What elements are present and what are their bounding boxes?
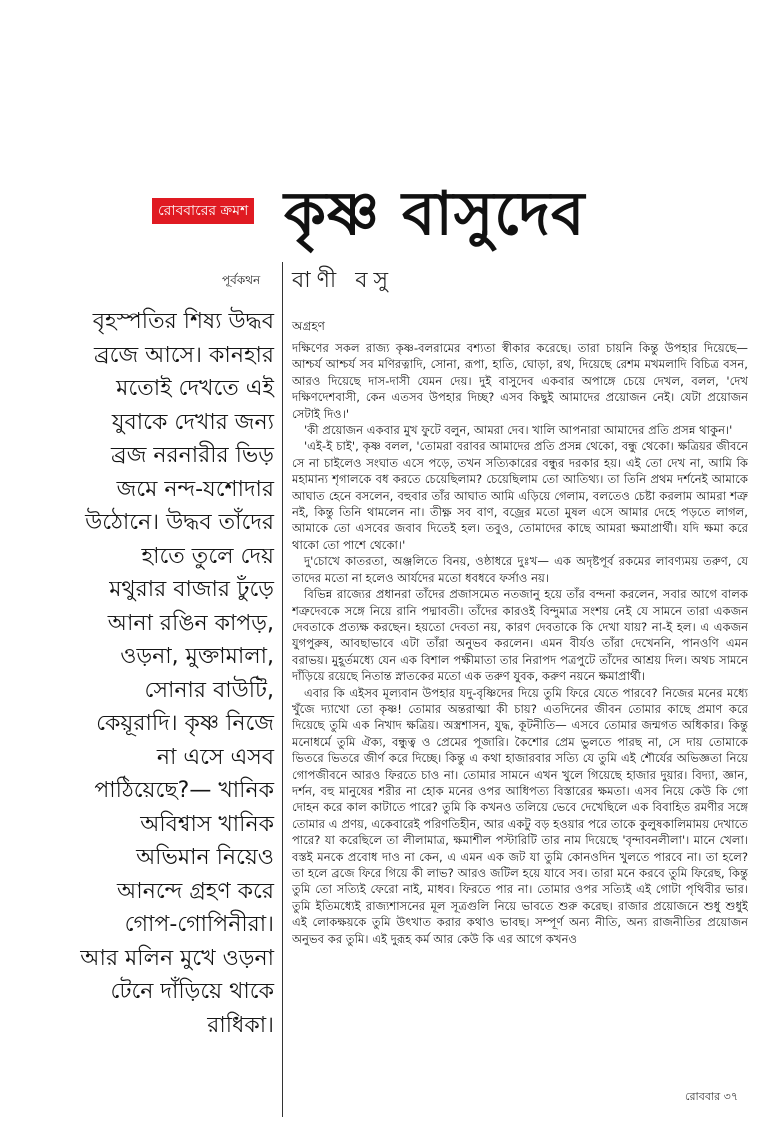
article-title: কৃষ্ণ বাসুদেব: [284, 179, 586, 249]
synopsis-text: বৃহস্পতির শিষ্য উদ্ধব ব্রজে আসে। কানহার মতোই দেখতে এই যুবাকে দেখার জন্য ব্রজ নরনারীর ভিড় জমে নন্দ-যশোদার উঠোনে। উদ্ধব তাঁদের হাতে তুলে দেয় মথুরার বাজার ঢুঁড়ে আনা রঙিন কাপড়, ওড়না, মুক্তামালা, সোনার বাউটি, কেয়ূরাদি। কৃষ্ণ নিজে না এসে এসব পাঠিয়েছে?— খানিক অবিশ্বাস খানিক অভিমান নিয়েও আনন্দে গ্রহণ করে গোপ-গোপিনীরা। আর মলিন মুখে ওড়না টেনে দাঁড়িয়ে থাকে রাধিকা।: [80, 309, 274, 1038]
body-paragraph: 'কী প্রয়োজন একবার মুখ ফুটে বলুন, আমরা দেব। খালি আপনারা আমাদের প্রতি প্রসন্ন থাকুন।': [304, 423, 733, 438]
body-paragraph: দক্ষিণের সকল রাজ্য কৃষ্ণ-বলরামের বশ্যতা স্বীকার করেছে। তারা চায়নি কিন্তু উপহার দিয়েছে— আশ্চর্য আশ্চর্য সব মণিরত্নাদি, সোনা, রূপা, হাতি, ঘোড়া, রথ, দিয়েছে রেশম মখমলাদি বিচিত্র বসন, আরও দিয়েছে দাস-দাসী যেমন দেয়। দুই বাসুদেব একবার অপাঙ্গে চেয়ে দেখল, বলল, 'দেখ দক্ষিণদেশবাসী, কেন এতসব উপহার দিচ্ছ? এসব কিছুই আমাদের প্রয়োজন নেই। যেটা প্রয়োজন সেটাই দিও।': [292, 341, 748, 421]
body-paragraph: দু'চোখে কাতরতা, অঞ্জলিতে বিনয়, ওষ্ঠাধরে দুঃখ— এক অদৃষ্টপূর্ব রকমের লাবণ্যময় তরুণ, যে তাদের মতো না হলেও আর্যদের মতো ধবধবে ফর্সাও নয়।: [292, 554, 748, 585]
article-body: [292, 340, 748, 1060]
section-heading: অগ্রহণ: [292, 319, 325, 333]
synopsis-label: পূর্বকথন: [222, 273, 261, 287]
body-paragraph: এবার কি এইসব মূল্যবান উপহার যদু-বৃষ্ণিদের দিয়ে তুমি ফিরে যেতে পারবে? নিজের মনের মধ্যে খুঁজে দ্যাখো তো কৃষ্ণ! তোমার অন্তরাত্মা কী চায়? এতদিনের জীবন তোমার কাছে প্রমাণ করে দিয়েছে তুমি এক নিখাদ ক্ষত্রিয়। অস্ত্রশাসন, যুদ্ধ, কূটনীতি— এসবে তোমার জন্মগত অধিকার। কিন্তু মনোধর্মে তুমি ঐক্য, বন্ধুত্ব ও প্রেমের পূজারি। কৈশোর প্রেম ভুলতে পারছ না, সে দায় তোমাকে ভিতরে ভিতরে জীর্ণ করে দিচ্ছে। কিন্তু এ কথা হাজারবার সত্যি যে তুমি এই শৌর্যের অভিজ্ঞতা নিয়ে গোপজীবনে আরও ফিরতে চাও না। তোমার সামনে এখন খুলে গিয়েছে হাজার দুয়ার। বিদ্যা, জ্ঞান, দর্শন, বহু মানুষের শরীর না হোক মনের ওপর আধিপত্য বিস্তারের ক্ষমতা। এসব নিয়ে কেউ কি গো দোহন করে কাল কাটাতে পারে? তুমি কি কখনও তলিয়ে ভেবে দেখেছিলে এক বিবাহিত রমণীর সঙ্গে তোমার এ প্রণয়, একেবারেই পরিণতিহীন, আর একটু বড় হওয়ার পরে তাকে কুলুষকালিমাময় দেখাতে পারে? যা করেছিলে তা লীলামাত্র, ক্ষমাশীল পস্টারিটি তার নাম দিয়েছে 'বৃন্দাবনলীলা'। মানে খেলা। বস্তই মনকে প্রবোধ দাও না কেন, এ এমন এক জট যা তুমি কোনওদিন খুলতে পারবে না। তা হলে? তা হলে ব্রজে ফিরে গিয়ে কী লাভ? আরও জটিল হয়ে যাবে সব। তারা মনে করবে তুমি ফিরেছ, কিন্তু তুমি তো সত্যিই ফেরো নাই, মাধব। ফিরতে পার না। তোমার ওপর সত্যিই এই গোটা পৃথিবীর ভার। তুমি ইতিমধ্যেই রাজ্যশাসনের মূল সূত্রগুলি নিয়ে ভাবতে শুরু করেছ। রাজার প্রয়োজনে শুধু শুধুই এই লোকক্ষয়কে তুমি উৎখাত করার কথাও ভাবছ। সম্পূর্ণ অন্য নীতি, অন্য রাজনীতির প্রয়োজন অনুভব কর তুমি। এই দুরূহ কর্ম আর কেউ কি এর আগে কখনও: [292, 685, 748, 946]
body-paragraph: বিভিন্ন রাজ্যের প্রধানরা তাঁদের প্রজাসমেত নতজানু হয়ে তাঁর বন্দনা করলেন, সবার আগে বালক শত্রুদেবকে সঙ্গে নিয়ে রানি পদ্মাবতী। তাঁদের কারওই বিন্দুমাত্র সংশয় নেই যে সামনে তারা একজন দেবতাকে প্রত্যক্ষ করছেন। হয়তো দেবতা নয়, কারণ দেবতাকে কি দেখা যায়? না-ই হল। এ একজন যুগপুরুষ, আবছাভাবে এটা তাঁরা অনুভব করলেন। এমন বীর্যও তাঁরা দেখেননি, পানওণি এমন বরাভয়। মুহূর্তমধ্যে যেন এক বিশাল পক্ষীমাতা তার নিরাপদ পত্রপুটে তাঁদের আশ্রয় দিল। অথচ সামনে দাঁড়িয়ে রয়েছে নিতান্ত স্নাতকের মতো এক তরুণ যুবক, করুণ নয়নে ক্ষমাপ্রার্থী।: [292, 587, 748, 684]
page-folio: রোববার ৩৭: [685, 1090, 738, 1103]
body-paragraph: 'এই-ই চাই', কৃষ্ণ বলল, 'তোমরা বরাবর আমাদের প্রতি প্রসন্ন থেকো, বন্ধু থেকো। ক্ষত্রিয়র জীবনে সে না চাইলেও সংঘাত এসে পড়ে, তখন সত্যিকারের বন্ধুর দরকার হয়। এই তো দেখ না, আমি কি মহামান্য শৃগালকে বধ করতে চেয়েছিলাম? চেয়েছিলাম তো আতিথ্য। তা তিনি প্রথম দর্শনেই আমাকে আঘাত হেনে বসলেন, বহুবার তাঁর আঘাত আমি এড়িয়ে গেলাম, বলতেও চেষ্টা করলাম আমরা শত্রু নই, কিন্তু তিনি থামলেন না। তীক্ষ্ণ সব বাণ, বজ্রের মতো মুষল এসে আমার দেহে পড়তে লাগল, আমাকে তো এসবের জবাব দিতেই হল। তবুও, তোমাদের কাছে আমরা ক্ষমাপ্রার্থী। যদি ক্ষমা করে থাকো তো পাশে থেকো।': [292, 439, 748, 552]
series-tag: রোববারের ক্রমশ: [152, 198, 254, 224]
author-name: বাণী বসু: [292, 268, 394, 293]
column-divider: [282, 262, 283, 1117]
